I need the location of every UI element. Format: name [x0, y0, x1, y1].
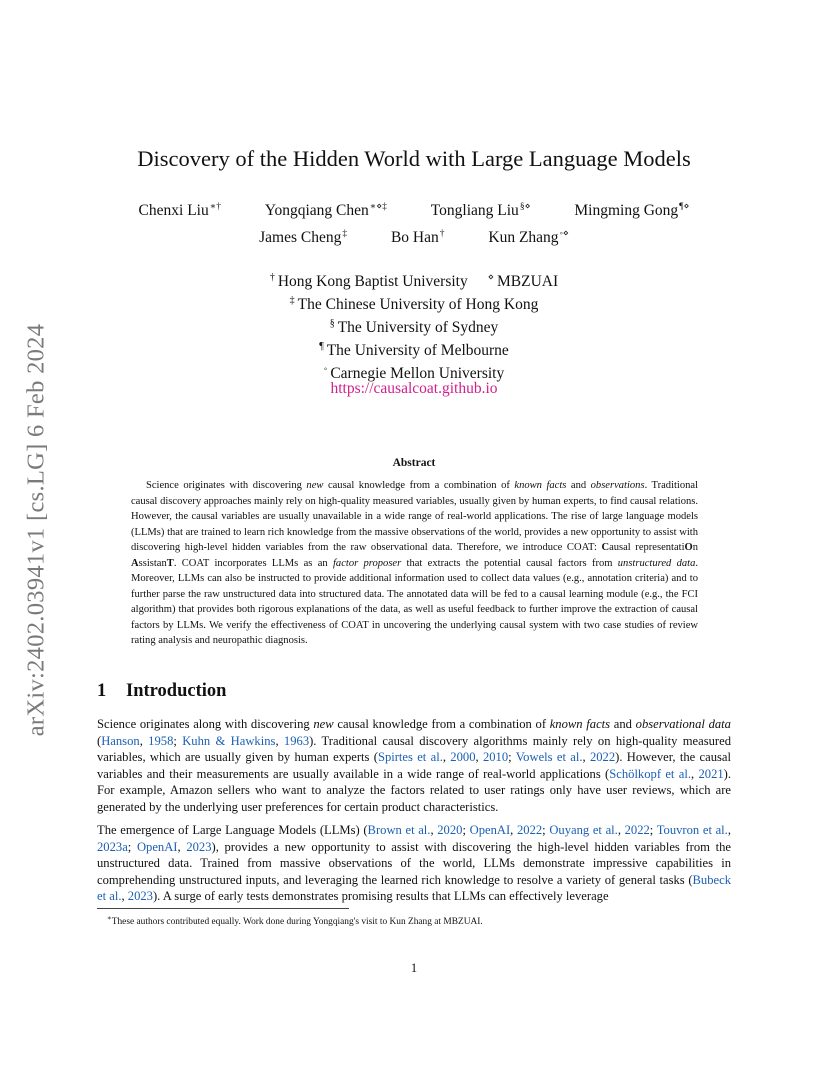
section-title: Introduction — [126, 681, 227, 701]
author-list — [0, 201, 828, 220]
paper-title: Discovery of the Hidden World with Large Language Models — [137, 146, 691, 171]
text-fragment: observational data — [635, 717, 731, 731]
affiliation-mark: § — [329, 317, 335, 329]
author — [265, 201, 387, 220]
affiliation-name: The Chinese University of Hong Kong — [297, 296, 539, 314]
citation-link[interactable]: 2000 — [450, 750, 476, 764]
citation-link[interactable]: 2023 — [127, 889, 153, 903]
text-fragment: , — [275, 733, 284, 748]
affiliation-name: Carnegie Mellon University — [330, 364, 505, 382]
footnote-text: These authors contributed equally. Work done during Yongqiang's visit to Kun Zhang at MBZUAI. — [111, 917, 483, 928]
author-name: Chenxi Liu — [138, 202, 209, 220]
text-fragment: The emergence of Large Language Models (LLMs) ( — [97, 823, 368, 837]
affiliation-marks: ∗† — [209, 202, 221, 212]
text-fragment: , — [139, 733, 149, 748]
author-name: Kun Zhang — [488, 229, 559, 247]
text-fragment: , — [582, 750, 590, 764]
citation-link[interactable]: Ouyang et al. — [549, 823, 618, 837]
affiliation-name: Hong Kong Baptist University — [277, 273, 468, 291]
author-name: James Cheng — [259, 229, 342, 247]
text-fragment: ). For example, Amazon sellers who want to analyze the factors related to user ratings only have user reviews, which are generated by the underlying user preferences for certain product characteristics. — [97, 766, 731, 814]
text-fragment: and — [566, 480, 591, 491]
author — [259, 229, 347, 247]
arxiv-id: arXiv:2402.03941v1 [cs.LG] 6 Feb 2024 — [22, 323, 50, 737]
text-fragment: factor proposer — [333, 557, 402, 569]
project-url-link[interactable]: https://causalcoat.github.io — [330, 380, 498, 397]
citation-link[interactable]: Kuhn & Hawkins — [182, 733, 276, 748]
citation-link[interactable]: Vowels et al. — [515, 750, 583, 764]
citation-link[interactable]: 2023a — [97, 839, 128, 854]
author-name: Tongliang Liu — [430, 202, 519, 220]
text-fragment: Science originates with discovering — [146, 480, 307, 491]
text-fragment: ; — [649, 823, 657, 837]
affiliation-line — [0, 292, 828, 315]
text-fragment: ), provides a new opportunity to assist with discovering the high-level hidden variables from the unstructured data. Trained from massive observations of the world, LLMs demonstrate impressive capabilities in comprehending unstructured inputs, and leveraging the learned rich knowledge to resolve a variety of general tasks ( — [97, 839, 732, 887]
text-fragment: , — [475, 750, 483, 764]
text-fragment: Science originates along with discovering — [97, 717, 314, 731]
text-fragment: ; — [173, 733, 183, 748]
text-fragment: ssistan — [138, 557, 167, 569]
text-fragment: causal knowledge from a combination of — [323, 480, 515, 491]
affiliation-marks: † — [439, 229, 445, 239]
text-fragment: , — [510, 823, 517, 837]
abstract-body — [131, 478, 698, 649]
citation-link[interactable]: 2010 — [482, 750, 509, 764]
text-fragment: unstructured data — [617, 557, 696, 569]
footnote-divider — [97, 908, 349, 909]
text-fragment: ). A surge of early tests demonstrates promising results that LLMs can effectively leverage — [152, 889, 609, 903]
text-fragment: C — [601, 542, 610, 553]
citation-link[interactable]: 1963 — [283, 733, 310, 748]
affiliation-marks: ∗⋄‡ — [369, 202, 387, 212]
affiliation-marks: §⋄ — [519, 202, 531, 212]
affiliation-mark: ¶ — [319, 340, 324, 352]
citation-link[interactable]: 2022 — [516, 823, 543, 837]
text-fragment: , — [727, 823, 731, 837]
affiliation-name: The University of Melbourne — [326, 342, 509, 360]
text-fragment: . COAT incorporates LLMs as an — [173, 557, 333, 569]
text-fragment: ). Traditional causal discovery algorithms mainly rely on high-quality measured variables, which are usually given by human experts ( — [97, 733, 732, 764]
affiliation-name: The University of Sydney — [337, 319, 499, 337]
text-fragment: ; — [542, 823, 550, 837]
text-fragment: , — [691, 766, 699, 781]
text-fragment: and — [610, 717, 636, 731]
text-fragment: known facts — [549, 717, 611, 731]
citation-link[interactable]: Spirtes et al. — [377, 750, 443, 764]
footnote — [97, 912, 731, 928]
text-fragment: observations — [590, 480, 645, 491]
text-fragment: T — [166, 557, 174, 569]
author — [431, 201, 531, 220]
affiliation-marks: ¶⋄ — [679, 202, 690, 212]
footnote-mark: ∗ — [107, 914, 112, 922]
author-name: Yongqiang Chen — [264, 202, 369, 220]
author — [139, 201, 221, 220]
text-fragment: new — [313, 717, 334, 731]
affiliation-mark: † — [269, 272, 275, 283]
affiliation-mark: ‡ — [289, 294, 295, 306]
author-list — [0, 228, 828, 247]
text-fragment: new — [306, 480, 324, 491]
text-fragment: known facts — [514, 480, 567, 491]
affiliation-name: MBZUAI — [497, 273, 559, 291]
citation-link[interactable]: Schölkopf et al. — [609, 766, 691, 781]
citation-link[interactable]: 2022 — [589, 750, 616, 764]
text-fragment: n — [692, 542, 698, 553]
citation-link[interactable]: Brown et al. — [367, 823, 431, 837]
section-heading — [97, 681, 226, 702]
abstract-heading: Abstract — [392, 457, 436, 469]
author — [488, 228, 569, 247]
text-fragment: O — [684, 542, 693, 553]
text-fragment: . Traditional causal discovery approaches mainly rely on high-quality measured variables, usually given by human experts, to find causal relations. However, the causal variables are usually unavailable in a wide range of real-world applications. The rise of large language models (LLMs) that are trained to learn rich knowledge from the massive observations of the world, provides a new opportunity to assist with discovering high-level hidden variables from the raw observational data. Therefore, we introduce COAT: — [131, 480, 699, 553]
citation-link[interactable]: 2023 — [186, 839, 212, 854]
affiliation-line — [0, 315, 828, 338]
text-fragment: ; — [462, 823, 470, 837]
affiliations — [0, 269, 828, 384]
author — [574, 201, 689, 220]
citation-link[interactable]: Hanson — [101, 733, 140, 748]
affiliation-mark: ⋄ — [487, 272, 494, 283]
intro-paragraph — [97, 822, 731, 905]
text-fragment: , — [442, 750, 451, 764]
text-fragment: ; — [127, 839, 137, 854]
text-fragment: . Moreover, LLMs can also be instructed to provide additional information used to collect data values (e.g., annotation criteria) and to further parse the raw unstructured data into structured data. The annotated data will be fed to a causal learning module (e.g., the FCI algorithm) that provides both rigorous explanations of the data, as well as useful feedback to further improve the extraction of causal factors by LLMs. We verify the effectiveness of COAT in uncovering the underlying causal system with two case studies of review rating analysis and neuropathic diagnosis. — [131, 557, 699, 646]
affiliation-mark: ◦ — [323, 363, 328, 375]
citation-link[interactable]: Touvron et al. — [656, 823, 728, 837]
citation-link[interactable]: OpenAI — [469, 823, 511, 837]
section-number: 1 — [97, 681, 107, 701]
text-fragment: , — [617, 823, 625, 837]
citation-link[interactable]: Bubeck et al. — [97, 872, 731, 903]
text-fragment: causal knowledge from a combination of — [333, 717, 550, 731]
text-fragment: , — [121, 889, 128, 903]
citation-link[interactable]: 2022 — [624, 823, 650, 837]
text-fragment: ; — [508, 750, 516, 764]
affiliation-line — [0, 269, 828, 292]
affiliation-marks: ‡ — [342, 229, 348, 239]
page-number: 1 — [410, 961, 418, 975]
text-fragment: , — [430, 823, 438, 837]
text-fragment: that extracts the potential causal factors from — [401, 557, 618, 569]
author — [391, 229, 445, 247]
citation-link[interactable]: 1958 — [148, 733, 174, 748]
author-name: Mingming Gong — [574, 202, 679, 220]
intro-paragraph — [97, 716, 731, 815]
text-fragment: , — [177, 839, 187, 854]
author-name: Bo Han — [390, 229, 439, 247]
affiliation-marks: ◦⋄ — [559, 229, 569, 239]
affiliation-line — [0, 338, 828, 361]
text-fragment: A — [131, 557, 139, 569]
citation-link[interactable]: 2021 — [698, 766, 724, 781]
citation-link[interactable]: 2020 — [437, 823, 463, 837]
text-fragment: ). However, the causal variables and their measurements are usually available in a wide range of real-world applications ( — [97, 750, 732, 781]
citation-link[interactable]: OpenAI — [136, 839, 178, 854]
text-fragment: ( — [97, 733, 102, 748]
text-fragment: ausal representati — [609, 542, 685, 553]
